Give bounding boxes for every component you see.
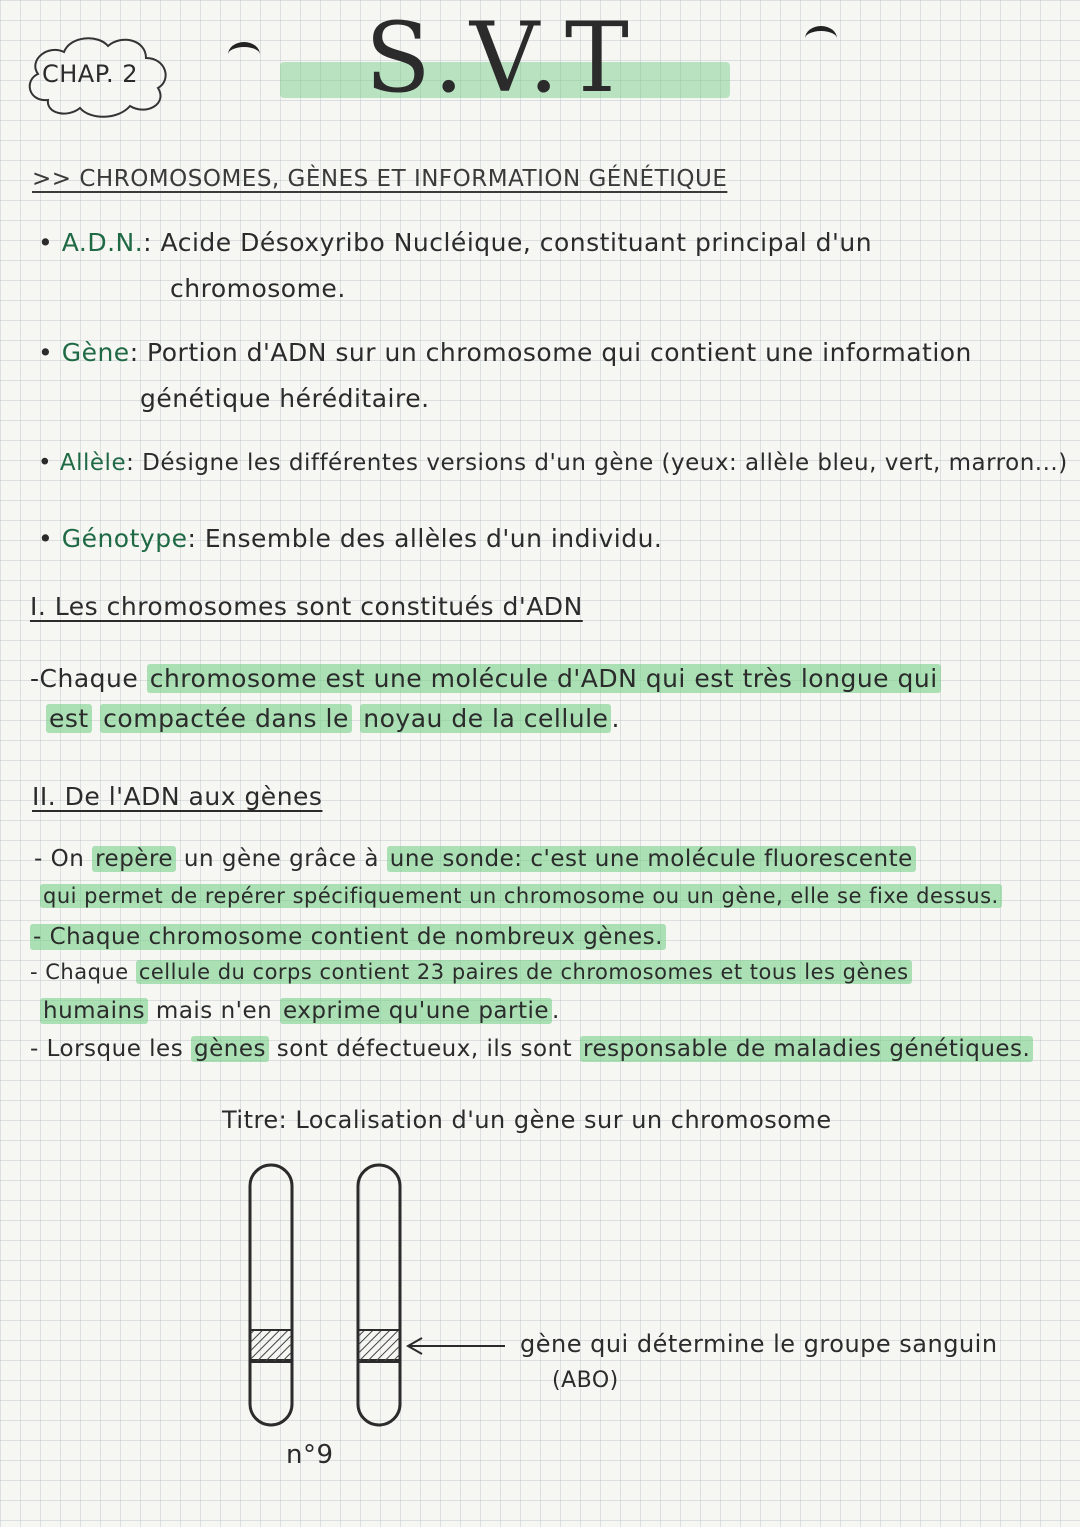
accent-mark-left xyxy=(228,42,260,67)
text-span: . xyxy=(611,704,620,733)
chromosome-number-label: n°9 xyxy=(286,1440,334,1470)
text-span: un gène grâce à xyxy=(183,846,379,872)
section-2-line-1 xyxy=(34,846,916,872)
highlighted-text: responsable de maladies génétiques. xyxy=(580,1036,1033,1062)
figure-title: Titre: Localisation d'un gène sur un chromosome xyxy=(222,1106,832,1134)
chapter-cloud xyxy=(18,30,178,122)
text-span: sont défectueux, ils sont xyxy=(276,1036,573,1062)
text-span: -Chaque xyxy=(30,664,139,693)
definition-adn-cont: chromosome. xyxy=(170,274,346,303)
highlighted-text: qui permet de repérer spécifiquement un chromosome ou un gène, elle se fixe dessus. xyxy=(40,884,1002,908)
section-2-line-6 xyxy=(30,1036,1033,1062)
annotation-arrow xyxy=(408,1338,505,1354)
definition-text: : Ensemble des allèles d'un individu. xyxy=(187,524,663,553)
gene-annotation: gène qui détermine le groupe sanguin xyxy=(520,1330,998,1358)
section-1-title: I. Les chromosomes sont constitués d'ADN xyxy=(30,592,583,621)
text-span: - On xyxy=(34,846,85,872)
definition-text: : Portion d'ADN sur un chromosome qui contient une information xyxy=(129,338,972,367)
section-2-line-4 xyxy=(30,960,912,984)
definition-gene: • Gène: Portion d'ADN sur un chromosome qui contient une information xyxy=(38,338,972,367)
chromatid-left xyxy=(250,1165,292,1425)
text-span: - Chaque xyxy=(30,960,129,984)
text-span: mais n'en xyxy=(155,998,273,1024)
highlighted-text: exprime qu'une partie xyxy=(280,998,552,1024)
highlighted-text: une sonde: c'est une molécule fluorescente xyxy=(387,846,916,872)
highlighted-text: compactée dans le xyxy=(100,704,352,733)
chapter-title: >> CHROMOSOMES, GÈNES ET INFORMATION GÉNÉTIQUE xyxy=(32,166,728,192)
definition-term: A.D.N. xyxy=(61,228,144,257)
definition-genotype: • Génotype: Ensemble des allèles d'un individu. xyxy=(38,524,663,553)
definition-adn: • A.D.N.: Acide Désoxyribo Nucléique, constituant principal d'un xyxy=(38,228,873,257)
highlighted-text: - Chaque chromosome contient de nombreux gènes. xyxy=(30,924,666,950)
text-span: - Lorsque les xyxy=(30,1036,184,1062)
highlighted-text: cellule du corps contient 23 paires de chromosomes et tous les gènes xyxy=(136,960,912,984)
definition-term: Gène xyxy=(61,338,130,367)
chromosome-diagram xyxy=(230,1150,1030,1450)
gene-band-right xyxy=(358,1330,400,1362)
definition-term: Génotype xyxy=(61,524,188,553)
definition-text: : Désigne les différentes versions d'un gène (yeux: allèle bleu, vert, marron...) xyxy=(126,450,1068,476)
page-title: S.V.T xyxy=(365,2,635,114)
section-1-line-1 xyxy=(30,664,941,693)
highlighted-text: humains xyxy=(40,998,148,1024)
highlighted-text: chromosome est une molécule d'ADN qui est très longue qui xyxy=(147,664,941,693)
section-2-line-3 xyxy=(30,924,666,950)
highlighted-text: repère xyxy=(92,846,176,872)
highlighted-text: est xyxy=(46,704,92,733)
section-2-line-5 xyxy=(40,998,560,1024)
chromatid-right xyxy=(358,1165,400,1425)
highlighted-text: gènes xyxy=(191,1036,269,1062)
gene-band-left xyxy=(250,1330,292,1362)
definition-gene-cont: génétique héréditaire. xyxy=(140,384,430,413)
gene-annotation-sub: (ABO) xyxy=(552,1368,619,1393)
definition-text: : Acide Désoxyribo Nucléique, constituant principal d'un xyxy=(143,228,873,257)
definition-term: Allèle xyxy=(59,450,127,476)
accent-mark-right xyxy=(805,26,837,51)
chap-label: CHAP. 2 xyxy=(42,60,138,88)
section-2-line-2 xyxy=(40,884,1002,908)
highlighted-text: noyau de la cellule xyxy=(360,704,611,733)
section-1-line-2 xyxy=(46,704,620,733)
definition-allele: • Allèle: Désigne les différentes versions d'un gène (yeux: allèle bleu, vert, marron...) xyxy=(38,450,1068,476)
text-span: . xyxy=(552,998,560,1024)
section-2-title: II. De l'ADN aux gènes xyxy=(32,782,323,811)
